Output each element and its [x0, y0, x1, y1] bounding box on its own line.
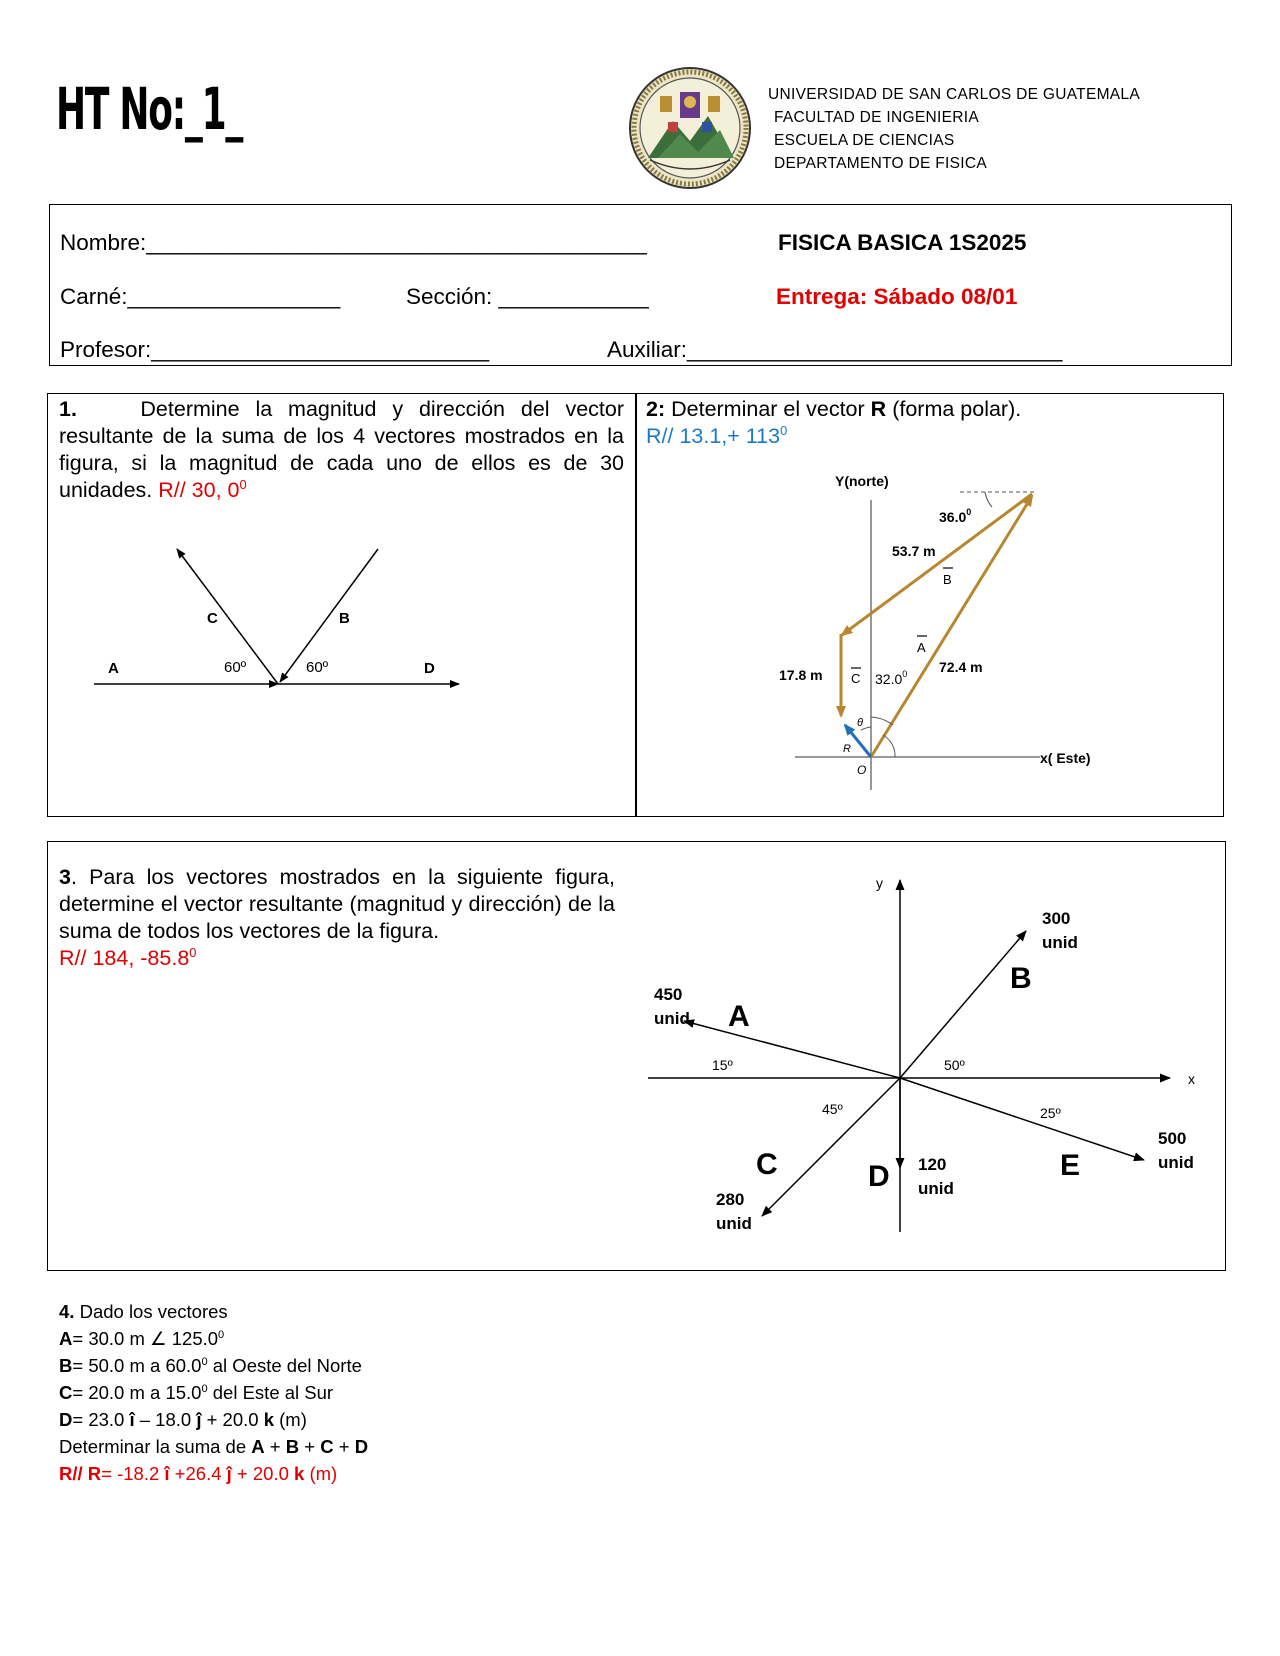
- vector-b-arrow: [280, 549, 378, 682]
- problem-3-text: [59, 864, 615, 972]
- y-axis-label: y: [876, 875, 883, 891]
- c-angle: 45º: [822, 1101, 843, 1117]
- delivery-date: Entrega: Sábado 08/01: [776, 284, 1018, 309]
- nombre-field[interactable]: Nombre:________________________________________: [60, 230, 647, 255]
- problem-1-statement: Determine la magnitud y dirección del vector resultante de la suma de los 4 vectores mostrados en la figura, si la magnitud de cada uno de ellos es de 30 unidades.: [59, 397, 624, 502]
- problem-3-answer: R// 184, -85.8$^0$: [59, 944, 197, 970]
- faculty-name: FACULTAD DE INGENIERIA: [774, 109, 979, 126]
- label-d: D: [424, 660, 435, 677]
- course-title: FISICA BASICA 1S2025: [778, 230, 1027, 255]
- label-b: B: [1010, 962, 1032, 995]
- b-magnitude-unit: unid: [1042, 933, 1078, 952]
- d-magnitude-unit: unid: [918, 1179, 954, 1198]
- b-magnitude-value: 300: [1042, 909, 1071, 928]
- ht-title: HT No:_1_: [56, 75, 243, 143]
- c-magnitude-value: 280: [716, 1190, 745, 1209]
- label-a: A: [728, 1000, 750, 1033]
- angle-right-label: 60º: [306, 659, 329, 676]
- b-magnitude: 53.7 m: [892, 543, 936, 559]
- vector-c-given: C= 20.0 m a 15.0$^0$ del Este al Sur: [59, 1382, 334, 1403]
- label-a: A: [108, 660, 119, 677]
- label-e: E: [1060, 1149, 1081, 1182]
- vector-c-arrow: [762, 1078, 900, 1216]
- student-info-box: [49, 204, 1232, 366]
- angle-36-label: 36.0$^0$: [939, 507, 972, 525]
- c-magnitude: 17.8 m: [779, 667, 823, 683]
- c-magnitude-unit: unid: [716, 1214, 752, 1233]
- problem-4-answer: R// R= -18.2 î +26.4 ĵ + 20.0 k (m): [59, 1463, 338, 1484]
- vector-a-given: A= 30.0 m ∠ 125.0$^0$: [59, 1328, 225, 1349]
- vector-e-arrow: [900, 1078, 1144, 1160]
- a-magnitude-value: 450: [654, 985, 683, 1004]
- y-axis-label: Y(norte): [835, 473, 889, 489]
- theta-label: θ: [857, 717, 863, 729]
- angle-left-label: 60º: [224, 659, 247, 676]
- auxiliar-field[interactable]: Auxiliar:______________________________: [607, 337, 1063, 362]
- problem-2-answer: R// $13.1,+ 113^0$: [646, 422, 788, 448]
- b-angle: 50º: [944, 1057, 965, 1073]
- label-c: C: [756, 1148, 778, 1181]
- profesor-field[interactable]: Profesor:___________________________: [60, 337, 490, 362]
- problem-1-answer: R// 30, $0^0$: [158, 476, 247, 502]
- e-angle: 25º: [1040, 1105, 1061, 1121]
- r-label: R: [843, 743, 851, 755]
- e-magnitude-unit: unid: [1158, 1153, 1194, 1172]
- school-name: ESCUELA DE CIENCIAS: [774, 132, 955, 149]
- x-axis-label: x( Este): [1040, 750, 1091, 766]
- problem-1-number: 1.: [59, 397, 77, 421]
- problem-4-sum-request: Determinar la suma de A + B + C + D: [59, 1436, 369, 1457]
- a-angle: 15º: [712, 1057, 733, 1073]
- vector-a-arrow: [871, 496, 1032, 757]
- problem-4-intro: 4. Dado los vectores: [59, 1301, 228, 1322]
- a-label: A: [917, 640, 926, 655]
- problem-3-figure: [640, 870, 1230, 1240]
- c-label: C: [851, 671, 861, 686]
- carne-field[interactable]: Carné:_________________: [60, 284, 341, 309]
- vector-d-given: D= 23.0 î – 18.0 ĵ + 20.0 k (m): [59, 1409, 307, 1430]
- problem-2-text: 2: Determinar el vector R (forma polar). R// $13.1,+ 113^0$: [646, 397, 1022, 448]
- e-magnitude-value: 500: [1158, 1129, 1187, 1148]
- label-b: B: [339, 610, 350, 627]
- b-label: B: [943, 572, 952, 587]
- problem-3-statement: . Para los vectores mostrados en la siguiente figura, determine el vector resultante (magnitud y dirección) de la suma de todos los vectores de la figura.: [59, 865, 615, 943]
- university-name: UNIVERSIDAD DE SAN CARLOS DE GUATEMALA: [768, 86, 1140, 103]
- problem-1-text: [59, 396, 624, 504]
- a-magnitude: 72.4 m: [939, 659, 983, 675]
- label-d: D: [868, 1160, 890, 1193]
- a-magnitude-unit: unid: [654, 1009, 690, 1028]
- university-seal-logo: [628, 66, 752, 190]
- d-magnitude-value: 120: [918, 1155, 947, 1174]
- label-c: C: [207, 610, 218, 627]
- angle-32-label: 32.0$^0$: [875, 669, 908, 687]
- origin-label: O: [857, 763, 867, 777]
- problem-1-figure: [80, 535, 480, 695]
- problem-3-number: 3: [59, 865, 71, 889]
- vector-b-given: B= 50.0 m a 60.0$^0$ al Oeste del Norte: [59, 1355, 362, 1376]
- vector-b-arrow: [900, 931, 1026, 1078]
- department-name: DEPARTAMENTO DE FISICA: [774, 155, 988, 172]
- problem-2-figure: [775, 472, 1105, 792]
- x-axis-label: x: [1188, 1071, 1195, 1087]
- seccion-field[interactable]: Sección: ____________: [406, 284, 649, 309]
- problem-2-number: 2:: [646, 397, 666, 421]
